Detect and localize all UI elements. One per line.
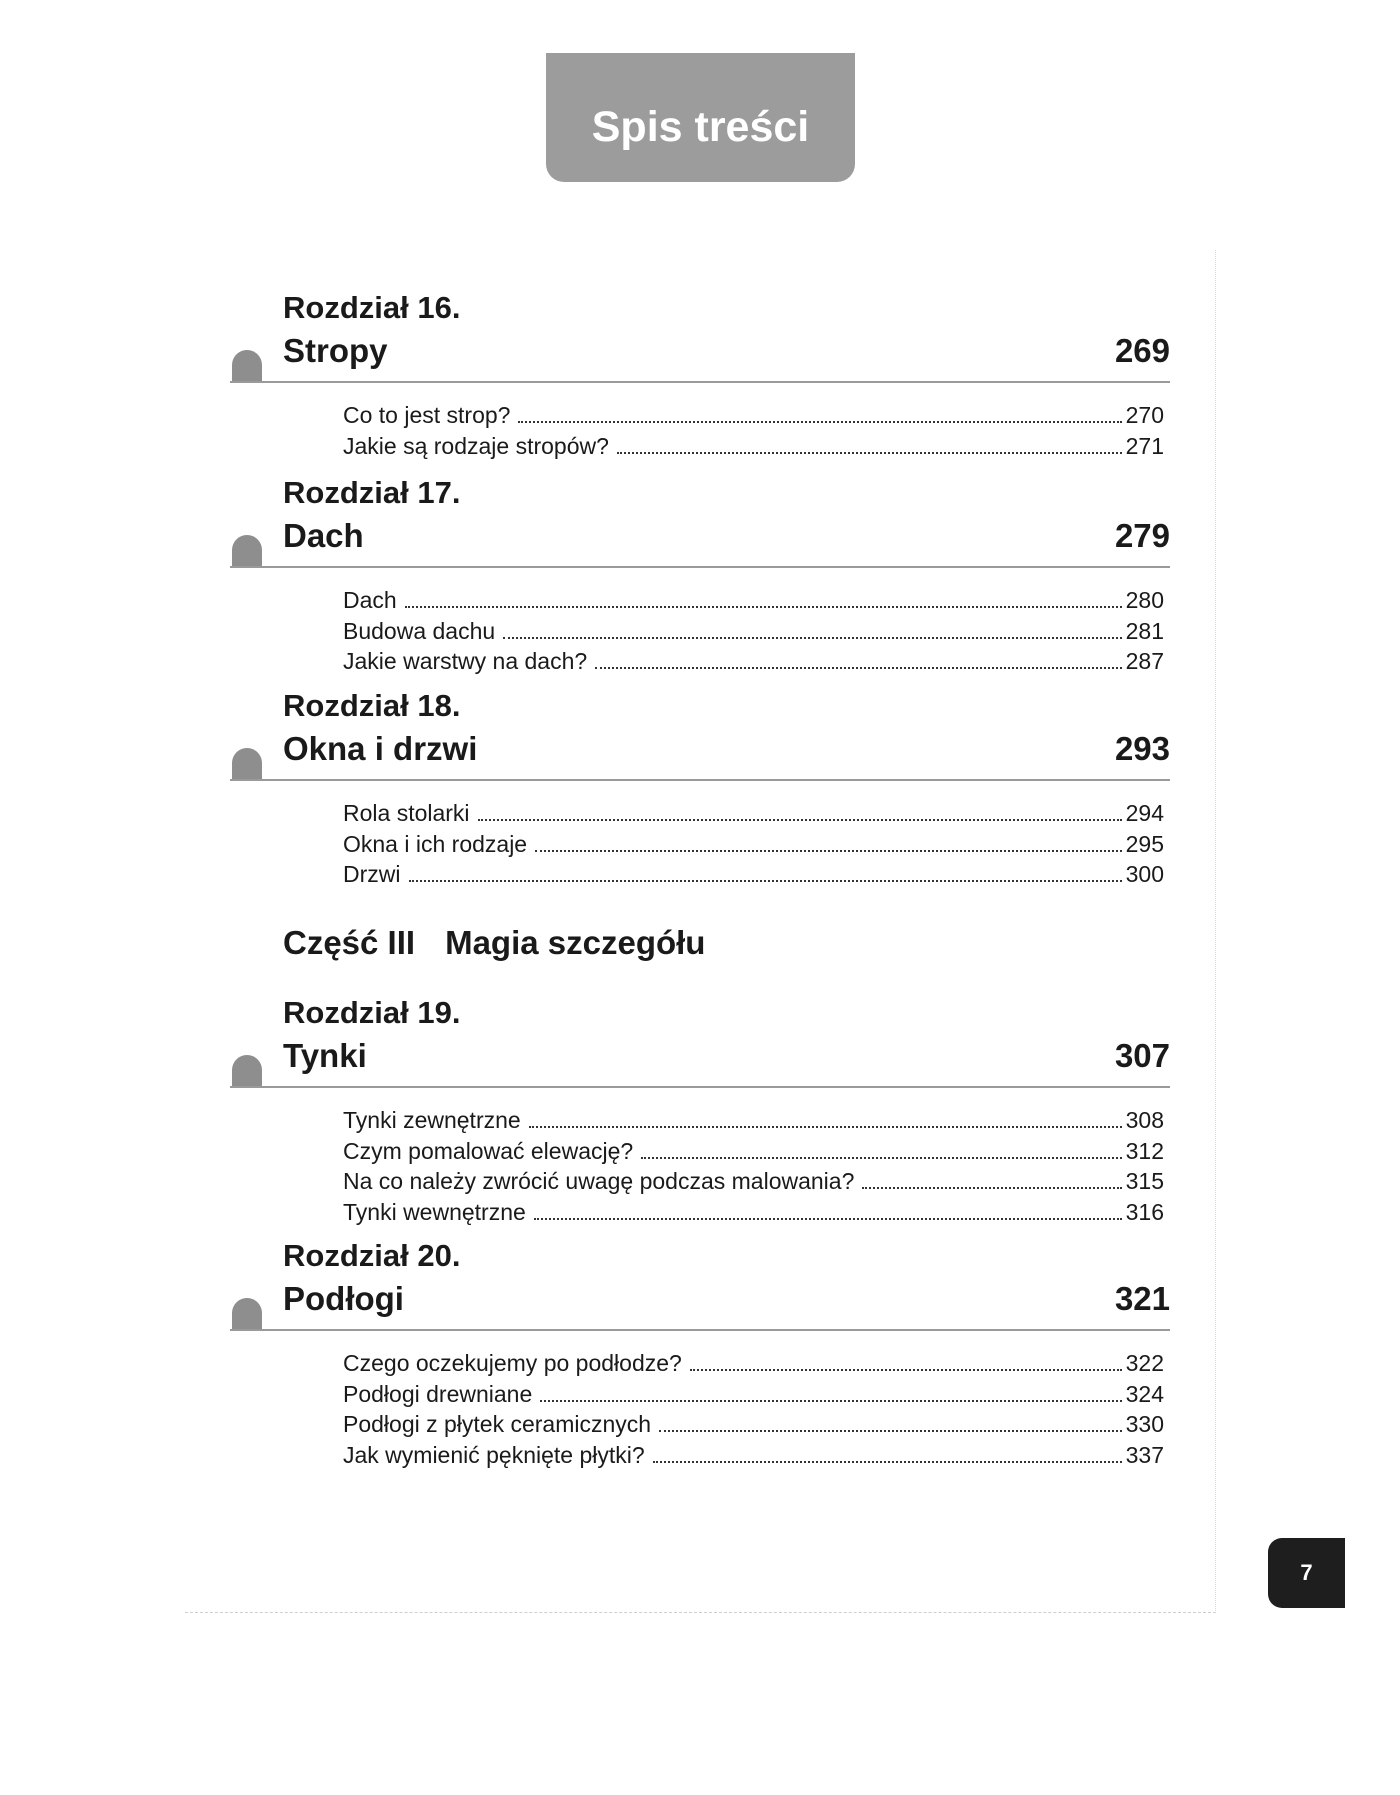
chapter-number: Rozdział 16.	[283, 290, 461, 325]
entry-list	[343, 1348, 1164, 1470]
tab-marker-icon	[232, 748, 262, 781]
entry-label: Jakie są rodzaje stropów?	[343, 432, 609, 459]
dot-leader	[862, 1187, 1121, 1189]
tab-marker-icon	[232, 535, 262, 568]
chapter-number: Rozdział 18.	[283, 688, 461, 723]
entry-page: 322	[1125, 1350, 1164, 1376]
dot-leader	[595, 667, 1121, 669]
entry-page: 270	[1125, 402, 1164, 428]
tab-marker-icon	[232, 350, 262, 383]
chapter-number: Rozdział 17.	[283, 475, 461, 510]
list-item[interactable]	[343, 646, 1164, 677]
tab-marker-icon	[232, 1298, 262, 1331]
entry-label: Tynki zewnętrzne	[343, 1107, 521, 1133]
dot-leader	[478, 819, 1122, 821]
part-title[interactable]: Magia szczegółu	[445, 924, 706, 961]
list-item[interactable]	[343, 1105, 1164, 1136]
list-item[interactable]	[343, 400, 1164, 431]
entry-label: Dach	[343, 587, 397, 613]
list-item[interactable]	[343, 798, 1164, 829]
chapter-number: Rozdział 20.	[283, 1238, 461, 1273]
entry-page: 300	[1125, 861, 1164, 887]
list-item[interactable]	[343, 585, 1164, 616]
list-item[interactable]	[343, 859, 1164, 890]
entry-label: Podłogi z płytek ceramicznych	[343, 1411, 652, 1437]
dot-leader	[534, 1218, 1122, 1220]
dot-leader	[641, 1157, 1121, 1159]
list-item[interactable]	[343, 431, 1164, 462]
chapter-title[interactable]: Podłogi	[283, 1280, 404, 1317]
chapter-title[interactable]: Tynki	[283, 1037, 367, 1074]
entry-page: 287	[1125, 648, 1164, 674]
entry-label: Budowa dachu	[343, 617, 496, 644]
page-number: 7	[1300, 1560, 1313, 1585]
dot-leader	[617, 452, 1122, 454]
entry-list	[343, 798, 1164, 890]
entry-label: Okna i ich rodzaje	[343, 830, 528, 857]
dot-leader	[653, 1461, 1122, 1463]
entry-list	[343, 585, 1164, 677]
title-tab	[546, 53, 855, 182]
chapter-page: 321	[1114, 1280, 1170, 1317]
dot-leader	[529, 1126, 1122, 1128]
entry-page: 294	[1125, 800, 1164, 826]
list-item[interactable]	[343, 1409, 1164, 1440]
tab-marker-icon	[232, 1055, 262, 1088]
list-item[interactable]	[343, 1136, 1164, 1167]
part-heading	[283, 924, 705, 962]
entry-label: Drzwi	[343, 861, 401, 887]
chapter-divider	[230, 1329, 1170, 1331]
chapter-number: Rozdział 19.	[283, 995, 461, 1030]
entry-page: 280	[1125, 587, 1164, 613]
entry-label: Co to jest strop?	[343, 402, 511, 428]
list-item[interactable]	[343, 616, 1164, 647]
entry-list	[343, 400, 1164, 461]
dot-leader	[535, 850, 1122, 852]
entry-page: 295	[1125, 830, 1164, 857]
entry-label: Podłogi drewniane	[343, 1380, 533, 1407]
entry-page: 308	[1125, 1107, 1164, 1133]
entry-page: 316	[1125, 1198, 1164, 1225]
chapter-page: 279	[1114, 517, 1170, 554]
list-item[interactable]	[343, 1166, 1164, 1197]
page-title: Spis treści	[591, 103, 810, 151]
list-item[interactable]	[343, 1348, 1164, 1379]
dot-leader	[540, 1400, 1121, 1402]
dot-leader	[405, 606, 1122, 608]
chapter-page: 269	[1114, 332, 1170, 369]
entry-label: Jak wymienić pęknięte płytki?	[343, 1441, 645, 1468]
dot-leader	[518, 421, 1121, 423]
dot-leader	[409, 880, 1122, 882]
chapter-divider	[230, 566, 1170, 568]
entry-label: Na co należy zwrócić uwagę podczas malowania?	[343, 1168, 855, 1194]
chapter-page: 307	[1114, 1037, 1170, 1074]
entry-page: 315	[1125, 1168, 1164, 1194]
entry-page: 312	[1125, 1137, 1164, 1164]
list-item[interactable]	[343, 1440, 1164, 1471]
dot-leader	[503, 637, 1121, 639]
entry-label: Rola stolarki	[343, 800, 470, 826]
entry-list	[343, 1105, 1164, 1227]
entry-label: Tynki wewnętrzne	[343, 1198, 526, 1225]
dot-leader	[690, 1369, 1122, 1371]
list-item[interactable]	[343, 829, 1164, 860]
chapter-divider	[230, 1086, 1170, 1088]
entry-label: Czym pomalować elewację?	[343, 1137, 634, 1164]
chapter-title[interactable]: Okna i drzwi	[283, 730, 478, 767]
entry-page: 337	[1125, 1441, 1164, 1468]
chapter-title[interactable]: Dach	[283, 517, 364, 554]
entry-label: Jakie warstwy na dach?	[343, 648, 588, 674]
chapter-page: 293	[1114, 730, 1170, 767]
chapter-divider	[230, 779, 1170, 781]
entry-label: Czego oczekujemy po podłodze?	[343, 1350, 682, 1376]
entry-page: 271	[1125, 432, 1164, 459]
dot-leader	[659, 1430, 1122, 1432]
part-label: Część III	[283, 924, 416, 961]
entry-page: 281	[1125, 617, 1164, 644]
chapter-title[interactable]: Stropy	[283, 332, 388, 369]
entry-page: 324	[1125, 1380, 1164, 1407]
chapter-divider	[230, 381, 1170, 383]
page-number-badge	[1268, 1538, 1345, 1608]
list-item[interactable]	[343, 1379, 1164, 1410]
list-item[interactable]	[343, 1197, 1164, 1228]
entry-page: 330	[1125, 1411, 1164, 1437]
